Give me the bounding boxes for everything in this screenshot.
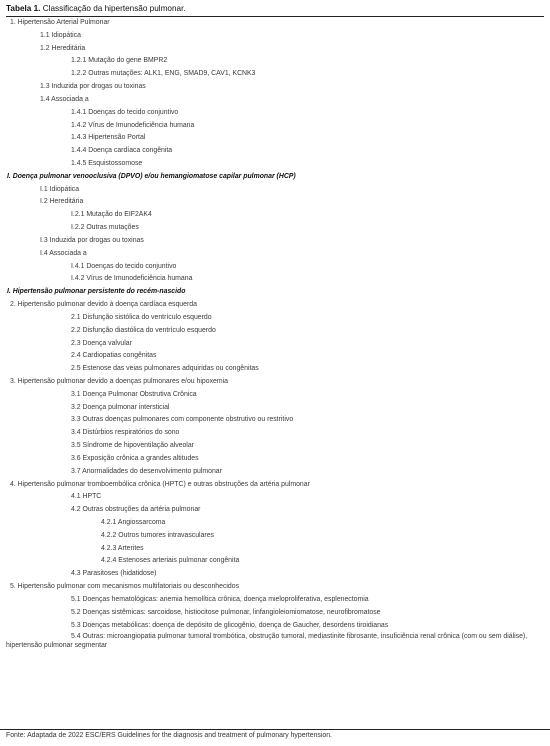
table-row: 3.4 Distúrbios respiratórios do sono	[71, 429, 180, 437]
table-row: 2.4 Cardiopatias congênitas	[71, 352, 157, 360]
table-row: 2. Hipertensão pulmonar devido à doença cardíaca esquerda	[10, 301, 197, 309]
table-row: 1.2.2 Outras mutações: ALK1, ENG, SMAD9, CAV1, KCNK3	[71, 70, 256, 78]
table-row: 1. Hipertensão Arterial Pulmonar	[10, 19, 110, 26]
table-row: 4.2.4 Estenoses arteriais pulmonar congênita	[101, 557, 240, 565]
table-row: 1.3 Induzida por drogas ou toxinas	[40, 83, 146, 91]
table-row: I. Doença pulmonar venooclusiva (DPVO) e/ou hemangiomatose capilar pulmonar (HCP)	[7, 172, 296, 180]
table-row: 2.2 Disfunção diastólica do ventrículo esquerdo	[71, 326, 216, 334]
table-row: 2.1 Disfunção sistólica do ventrículo esquerdo	[71, 313, 212, 321]
table-row: 4.2.3 Arterites	[101, 544, 144, 552]
table-row: 3.6 Exposição crônica a grandes altitudes	[71, 454, 199, 462]
table-row: 3.1 Doença Pulmonar Obstrutiva Crônica	[71, 390, 197, 398]
table-row: 5.3 Doenças metabólicas: doença de depósito de glicogênio, doença de Gaucher, desordens tiroidianas	[71, 621, 389, 629]
table-row: 2.3 Doença valvular	[71, 339, 132, 347]
table-row: 4. Hipertensão pulmonar tromboembólica crônica (HPTC) e outras obstruções da artéria pulmonar	[10, 480, 310, 488]
table-row: 5. Hipertensão pulmonar com mecanismos multifatoriais ou desconhecidos	[10, 583, 240, 591]
table-row: 1.2 Hereditária	[40, 44, 86, 52]
table-row: I.1 Idiopática	[40, 185, 80, 193]
table-row: 5.4 Outras: microangiopatia pulmonar tumoral trombótica, obstrução tumoral, mediastinite fibrosante, insuficiência renal crônica (com ou sem diálise), hipertensão pulmonar segmentar	[6, 633, 528, 649]
table-row: 5.2 Doenças sistêmicas: sarcoidose, histiocitose pulmonar, linfangioleiomiomatose, neurofibromatose	[71, 608, 381, 616]
table-row: 3.2 Doença pulmonar intersticial	[71, 403, 170, 411]
table-row: I.2.2 Outras mutações	[71, 224, 139, 232]
table-row: I.4 Associada a	[40, 249, 87, 257]
table-caption	[6, 3, 544, 17]
table-row: 2.5 Estenose das veias pulmonares adquiridas ou congênitas	[71, 365, 259, 373]
table-row: 1.2.1 Mutação do gene BMPR2	[71, 57, 168, 65]
table-row: 4.2.2 Outros tumores intravasculares	[101, 531, 214, 539]
table-row: I.4.1 Doenças do tecido conjuntivo	[71, 262, 177, 270]
table-row: 3. Hipertensão pulmonar devido a doenças pulmonares e/ou hipoxemia	[10, 377, 228, 385]
table-row: 4.2.1 Angiossarcoma	[101, 518, 166, 526]
table-row: 3.5 Síndrome de hipoventilação alveolar	[71, 442, 194, 450]
table-row: 1.4.5 Esquistossomose	[71, 160, 143, 168]
table-row: I.2.1 Mutação do EIF2AK4	[71, 211, 152, 219]
table-caption-label: Tabela 1.	[6, 4, 41, 13]
table-row: 1.4.4 Doença cardíaca congênita	[71, 147, 173, 155]
table-row: 4.2 Outras obstruções da artéria pulmonar	[71, 506, 201, 514]
table-row: 1.4.3 Hipertensão Portal	[71, 134, 146, 142]
table-row: 1.4.1 Doenças do tecido conjuntivo	[71, 108, 179, 116]
table-row: 5.1 Doenças hematológicas: anemia hemolítica crônica, doença mieloproliferativa, esplenectomia	[71, 595, 369, 603]
table-row: 1.4 Associada a	[40, 95, 89, 103]
table-row: 3.7 Anormalidades do desenvolvimento pulmonar	[71, 467, 222, 475]
table-row: 1.1 Idiopática	[40, 31, 81, 39]
table-row: 4.3 Parasitoses (hidatidose)	[71, 570, 157, 578]
table-row: I. Hipertensão pulmonar persistente do recém-nascido	[7, 288, 186, 296]
table-row: 1.4.2 Vírus de Imunodeficiência humana	[71, 121, 195, 129]
table-caption-text: Classificação da hipertensão pulmonar.	[42, 4, 186, 13]
table-row: 4.1 HPTC	[71, 493, 102, 501]
table-row: 3.3 Outras doenças pulmonares com componente obstrutivo ou restritivo	[71, 416, 294, 424]
table-footer: Fonte: Adaptada de 2022 ESC/ERS Guidelines for the diagnosis and treatment of pulmonary hypertension.	[0, 729, 550, 742]
table-row: I.3 Induzida por drogas ou toxinas	[40, 236, 144, 244]
table-row: I.4.2 Vírus de Imunodeficiência humana	[71, 275, 193, 283]
table-row: I.2 Hereditária	[40, 198, 84, 206]
